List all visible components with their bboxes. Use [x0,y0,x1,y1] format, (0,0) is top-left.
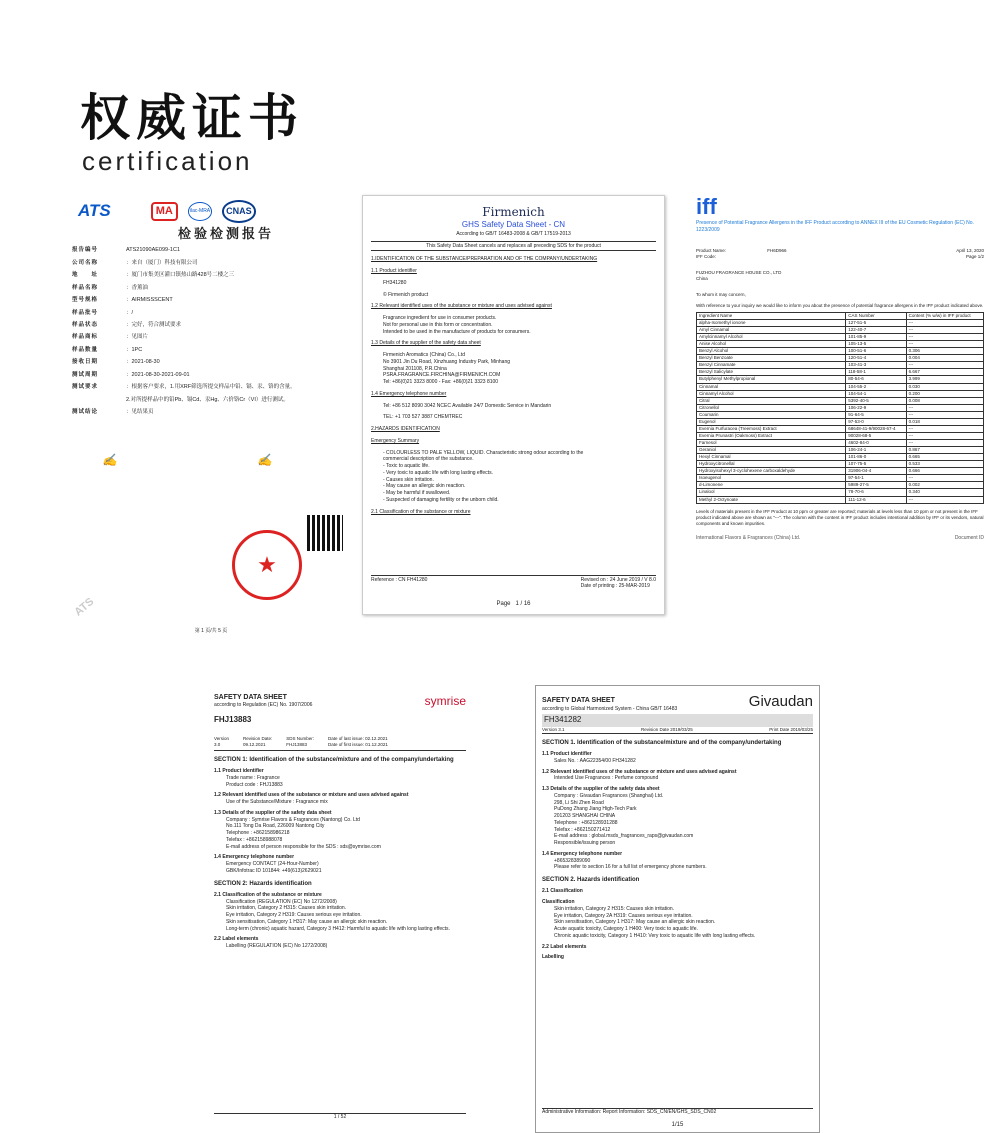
text-line: Telephone : +862158986218 [226,830,290,837]
table-row [697,475,984,482]
cas-cell: 97-54-1 [846,475,906,482]
field-value: ：香薰油 [126,284,149,291]
cas-cell: 104-54-1 [846,390,906,397]
text-line: FH341280 [383,279,407,286]
table-row [697,397,984,404]
content-cell: --- [906,496,983,503]
field-label: 测试周期 [72,371,99,378]
subsection-heading: 2.2 Label elements [214,936,259,943]
field-value: ：根据客户要求，1.用XRF筛选所提交样品中铅、镉、汞、铬的含量。 [126,384,296,391]
section-heading: SECTION 1. Identification of the substance/mixture and of the company/undertaking [542,740,782,747]
subsection-heading: Classification [542,899,575,906]
text-line: - Toxic to aquatic life. [383,463,430,470]
field-value: ：1PC [126,346,143,353]
cas-cell: 91-64-5 [846,411,906,418]
table-row [697,376,984,383]
content-cell: --- [906,334,983,341]
report-field [72,247,350,254]
field-label: 样品批号 [72,309,99,316]
table-row [697,390,984,397]
ingredient-cell: Butylphenyl Methylpropional [697,376,846,383]
ingredient-cell: Benzyl Salicylate [697,369,846,376]
field-label: 地 址 [72,272,99,279]
page-subtitle: certification [82,146,253,176]
text-line: Chronic aquatic toxicity, Category 1 H410: Very toxic to aquatic life with long lasting effects. [554,932,756,939]
section-heading: SECTION 2: Hazards identification [214,880,312,887]
company-name: FUZHOU FRAGRANCE HOUSE CO., LTD [696,269,782,275]
sds-standard: According to GB/T 16483-2008 & GB/T 17519-2013 [456,230,571,237]
field-label: 型号规格 [72,297,99,304]
content-cell: 0.867 [906,447,983,454]
table-row [697,482,984,489]
field-label: 样品名称 [72,284,99,291]
firmenich-logo: Firmenich [482,205,545,219]
text-line: PuDong Zhang Jiang High-Tech Park [554,806,637,813]
iff-address: International Flavors & Fragrances (China) Ltd. [696,534,801,541]
symrise-sds [200,685,480,1125]
subsection-heading: 1.3 Details of the supplier of the safety data sheet [542,786,660,793]
sds-regulation: according to Regulation (EC) No. 1907/2006 [214,702,313,709]
col-cas: CAS Number [846,312,906,319]
text-line: Fragrance ingredient for use in consumer products. [383,315,497,322]
cas-cell: 80-54-6 [846,376,906,383]
table-row [697,468,984,475]
cas-cell: 97-53-0 [846,418,906,425]
ingredient-cell: Farnesol [697,440,846,447]
givaudan-sds [535,685,820,1133]
page-title: 权威证书 [80,88,304,147]
text-line: Firmenich Aromatics (China) Co., Ltd [383,352,465,359]
firmenich-sds [362,195,665,615]
sds-title: SAFETY DATA SHEET [542,697,615,705]
content-cell: --- [906,411,983,418]
ingredient-cell: Citral [697,397,846,404]
text-line: Company : Givaudan Fragrances (Shanghai) Ltd. [554,792,664,799]
cas-cell: 122-40-7 [846,327,906,334]
table-row [697,461,984,468]
col-content: Content (% w/w) in IFF product [906,312,983,319]
content-cell: --- [906,475,983,482]
text-line: Shanghai 201108, P.R.China [383,365,447,372]
text-line: Please refer to section 16 for a full list of emergency phone numbers. [554,864,707,871]
text-line: PSRA.FRAGRANCE.FIRCHINA@FIRMENICH.COM [383,372,501,379]
product-code: FH341282 [544,715,582,725]
field-label: 测试结论 [72,408,99,415]
ingredient-cell: Benzyl Cinnamate [697,362,846,369]
field-value: ：2021-08-30-2021-09-01 [126,371,190,378]
cas-cell: 111-12-6 [846,496,906,503]
report-field [72,310,350,317]
sds-number: FHJ13883 [286,742,308,748]
text-line: © Firmenich product [383,291,429,298]
content-cell: --- [906,327,983,334]
field-value: 2.对所提样品中的铅Pb、镉Cd、汞Hg、六价铬Cr（VI）进行测试。 [126,396,289,403]
text-line: Telephone : +862128931288 [554,819,618,826]
content-cell: 3.999 [906,376,983,383]
table-row [697,341,984,348]
subsection-heading: Emergency Summary [371,437,420,444]
report-field [72,285,350,292]
report-field [72,372,350,379]
content-cell: 0.340 [906,489,983,496]
table-row [697,319,984,326]
content-cell: --- [906,440,983,447]
product-name: FH6D966 [767,247,787,253]
intro: With reference to your inquiry we would like to inform you about the presence of potential fragrance allergens in the IFF product indicated above. [696,302,984,308]
table-row [697,432,984,439]
version: 3.0 [214,742,221,748]
text-line: Product code : FHJ13883 [226,781,283,788]
field-value: ：AIRMISSSCENT [126,297,173,304]
ingredient-cell: Eugenol [697,418,846,425]
subsection-heading: 1.4 Emergency telephone number [371,390,447,397]
cas-cell: 101-85-9 [846,334,906,341]
content-cell: 0.200 [906,390,983,397]
field-label: 接收日期 [72,359,99,366]
text-line: - May be harmful if swallowed. [383,490,451,497]
page-number: 1/15 [671,1121,684,1128]
text-line: Company : Symrise Flavors & Fragrances (Nantong) Co. Ltd [226,816,360,823]
ingredient-cell: Methyl 2-Octynoate [697,496,846,503]
content-cell: 0.666 [906,468,983,475]
cas-cell: 31906-04-4 [846,468,906,475]
field-label: 样品状态 [72,322,99,329]
allergen-table [696,312,984,504]
ingredient-cell: Geraniol [697,447,846,454]
content-cell: 0.008 [906,397,983,404]
document-id: Document ID [954,534,984,541]
greeting: To whom it may concern, [696,291,746,297]
table-row [697,404,984,411]
text-line: E-mail address : global.msds_fragrances_raps@givaudan.com [554,833,694,840]
text-line: Telefax : +862158988078 [226,836,283,843]
ingredient-cell: Evernia Furfuracea (Treemoss) Extract [697,425,846,432]
revision-date: Revision Date 2019/03/25 [640,727,693,733]
text-line: Not for personal use in this form or concentration. [383,321,493,328]
report-title: 检验检测报告 [177,225,274,241]
text-line: E-mail address of person responsible for the SDS : sds@symrise.com [226,843,381,850]
subsection-heading: 2.1 Classification [542,888,583,895]
ingredient-cell: Isoeugenol [697,475,846,482]
field-value: ：完好，符合测试要求 [126,322,182,329]
ingredient-cell: Evernia Prunastri (Oakmoss) Extract [697,432,846,439]
version-label: Version [214,735,230,741]
text-line: Eye irritation, Category 2A H319: Causes serious eye irritation. [554,912,693,919]
text-line: - Causes skin irritation. [383,476,434,483]
ingredient-cell: d-Limonene [697,482,846,489]
subsection-heading: 1.3 Details of the supplier of the safety data sheet [214,809,332,816]
text-line: 201203 SHANGHAI CHINA [554,813,616,820]
country: China [696,275,708,281]
signature-2: ✍ [256,453,272,468]
ats-watermark: ATS [72,595,97,619]
official-seal: ★ [232,530,302,600]
symrise-logo: symrise [424,694,466,708]
cas-cell: 106-24-1 [846,447,906,454]
text-line: Skin sensitisation, Category 1 H317: May cause an allergic skin reaction. [554,919,716,926]
sds-title: SAFETY DATA SHEET [214,694,287,701]
table-row [697,369,984,376]
report-field [72,322,350,329]
table-row [697,334,984,341]
text-line: No.111 Tong Da Road, 226009 Nantong City [226,823,325,830]
text-line: GBK/Infotrac ID 101844: +49(613)2629021 [226,867,322,874]
report-field [72,384,350,391]
report-field [72,397,350,404]
content-cell: --- [906,341,983,348]
text-line: Tel: +86 512 8090 3042 NCEC Available 24/7 Domestic Service in Mandarin [383,402,552,409]
subsection-heading: 1.1 Product identifier [214,768,264,775]
table-row [697,454,984,461]
cas-cell: 105-13-5 [846,341,906,348]
page-number: Page 1/2 [965,253,984,259]
cnas-logo: CNAS [222,200,256,222]
field-label: 样品商标 [72,334,99,341]
text-line: Skin irritation, Category 2 H315: Causes skin irritation. [226,905,347,912]
cas-cell: 118-58-1 [846,369,906,376]
product-code: FHJ13883 [214,715,252,725]
text-line: Responsible/issuing person [554,840,616,847]
sds-regulation: according to Global Harmonized System - China GB/T 16483 [542,705,678,712]
cas-cell: 90028-68-5 [846,432,906,439]
table-row [697,411,984,418]
cas-cell: 5989-27-5 [846,482,906,489]
field-label: 公司名称 [72,259,99,266]
field-value: ：见图片 [126,334,149,341]
content-cell: 0.665 [906,454,983,461]
qr-code [307,515,343,551]
field-value: ：来自（厦门）科技有限公司 [126,259,198,266]
content-cell: 0.002 [906,482,983,489]
text-line: Skin irritation, Category 2 H315: Causes skin irritation. [554,905,675,912]
subsection-heading: 1.1 Product identifier [371,268,417,275]
cas-cell: 106-22-9 [846,404,906,411]
table-row [697,418,984,425]
table-row [697,327,984,334]
admin-footer: Administrative Information: Report Information: SDS_CN/EN/GHS_SDS_CN02 [542,1108,813,1116]
last-issue: Date of last issue: 02.12.2021 [328,735,388,741]
table-note: Levels of materials present in the IFF Product at 10 ppm or greater are reported; materials at levels less than 10 ppm or not present in the IFF product indicated above are shown as "---". The column with the content in IFF product includes intentional addition by IFF or its vendors, natural components and known impurities. [696,508,984,526]
subsection-heading: 1.2 Relevant identified uses of the substance or mixture and uses advised against [214,792,409,799]
field-label: 报告编号 [72,247,99,254]
text-line: TEL: +1 703 527 3887 CHEMTREC [383,414,463,421]
text-line: Telefax : +862150271412 [554,826,611,833]
ingredient-cell: Citronellol [697,404,846,411]
ingredient-cell: Benzyl Benzoate [697,355,846,362]
content-cell: 6.667 [906,369,983,376]
text-line: Emergency CONTACT (24-Hour-Number) [226,861,319,868]
field-value: ：/ [126,309,134,316]
cas-cell: 103-41-3 [846,362,906,369]
content-cell: 0.030 [906,383,983,390]
section-heading: SECTION 2. Hazards identification [542,877,640,884]
field-value: ：厦门市集美区灌口镇热山路428号二楼之三 [126,272,235,279]
report-field [72,334,350,341]
cas-cell: 107-75-5 [846,461,906,468]
signature-1: ✍ [102,453,117,468]
page-number: Page 1 / 16 [496,600,531,607]
report-field [72,359,350,366]
table-row [697,447,984,454]
text-line: 298, Li Shi Zhen Road [554,799,604,806]
subsection-heading: 2.1 Classification of the substance or mixture [214,891,322,898]
version: Version 3.1 [542,727,565,733]
text-line: Eye irritation, Category 2 H319: Causes serious eye irritation. [226,912,362,919]
content-cell: --- [906,425,983,432]
text-line: Use of the Substance/Mixture : Fragrance mix [226,799,328,806]
table-row [697,362,984,369]
ilac-logo: ilac-MRA [188,202,212,221]
cas-cell: 68648-41-9/90028-67-4 [846,425,906,432]
sds-title: GHS Safety Data Sheet - CN [461,220,566,230]
text-line: Sales No. : AAG22354/00 FH341282 [554,757,636,764]
givaudan-logo: Givaudan [748,693,813,710]
print-date: Print Date 2019/03/25 [769,727,813,733]
cas-cell: 101-86-0 [846,454,906,461]
subsection-heading: 2.2 Label elements [542,943,587,950]
report-field [72,272,350,279]
text-line: No 3901 Jin Du Road, Xinzhuang Industry Park, Minhang [383,358,511,365]
page-number: 1 / 52 [214,1113,466,1121]
field-value: ATS21090AE099-1C1 [126,247,181,254]
ingredient-cell: Hydroxyisohexyl 3-cyclohexene carboxaldehyde [697,468,846,475]
ingredient-cell: Coumarin [697,411,846,418]
table-row [697,496,984,503]
subsection-heading: 1.IDENTIFICATION OF THE SUBSTANCE/PREPARATION AND OF THE COMPANY/UNDERTAKING [371,256,598,263]
text-line: Intended to be used in the manufacture of products for consumers. [383,328,531,335]
iff-logo: iff [696,194,717,219]
iff-heading: Presence of Potential Fragrance Allergens in the IFF Product according to ANNEX III of the EU Cosmetic Regulation (EC) No. 1223/2009 [696,220,974,233]
text-line: commercial description of the substance. [383,456,474,463]
ingredient-cell: Cinnamal [697,383,846,390]
iff-code-label: IFF Code: [696,253,717,259]
ingredient-cell: Hydroxycitronellal [697,461,846,468]
subsection-heading: 1.1 Product identifier [542,751,592,758]
table-row [697,383,984,390]
revision-label: Revision Date: [243,735,273,741]
cma-logo: MA [151,202,178,221]
subsection-heading: 2.1 Classification of the substance or mixture [371,508,471,515]
report-field [72,260,350,267]
report-field [72,409,350,416]
cas-cell: 5392-40-5 [846,397,906,404]
content-cell: 0.004 [906,355,983,362]
revised-date: Revised on : 24 June 2019 / V 8.0 [580,576,656,583]
content-cell: 0.018 [906,418,983,425]
ingredient-cell: Anise Alcohol [697,341,846,348]
ingredient-cell: alpha-Isomethyl ionone [697,319,846,326]
ats-page-footer: 第 1 页/共 5 页 [194,628,228,635]
table-row [697,355,984,362]
text-line: - Suspected of damaging fertility or the unborn child. [383,496,499,503]
text-line: Acute aquatic toxicity, Category 1 H400: Very toxic to aquatic life. [554,926,698,933]
field-label: 测试要求 [72,384,99,391]
text-line: Trade name : Fragrance [226,774,280,781]
content-cell: --- [906,432,983,439]
text-line: +865328389090 [554,857,591,864]
text-line: Labelling (REGULATION (EC) No 1272/2008) [226,943,328,950]
content-cell: 0.533 [906,461,983,468]
text-line: Intended Use Fragrances : Perfume compound [554,775,659,782]
ats-test-report [62,190,360,645]
content-cell: --- [906,362,983,369]
subsection-heading: 1.4 Emergency telephone number [214,854,295,861]
text-line: Tel: +86(0)21 3323 8000 - Fax: +86(0)21 3323 8100 [383,379,499,386]
content-cell: --- [906,319,983,326]
reference: Reference : CN FH41280 [371,576,428,583]
cas-cell: 127-51-5 [846,319,906,326]
iff-allergen-statement [680,190,1000,605]
ingredient-cell: Amylcinnamyl Alcohol [697,334,846,341]
sds-note: This Safety Data Sheet cancels and replaces all preceding SDS for the product [371,241,656,252]
cas-cell: 104-55-2 [846,383,906,390]
table-row [697,348,984,355]
cas-cell: 100-51-6 [846,348,906,355]
subsection-heading: 1.4 Emergency telephone number [542,850,623,857]
field-label [72,397,108,404]
table-row [697,425,984,432]
first-issue: Date of first issue: 01.12.2021 [328,742,388,748]
cas-cell: 4602-84-0 [846,440,906,447]
report-field [72,297,350,304]
report-field [72,347,350,354]
table-row [697,489,984,496]
content-cell: --- [906,404,983,411]
subsection-heading: 1.3 Details of the supplier of the safety data sheet [371,340,481,347]
ingredient-cell: Benzyl Alcohol [697,348,846,355]
text-line: - COLOURLESS TO PALE YELLOW, LIQUID. Characteristic strong odour according to the [383,449,584,456]
field-label: 样品数量 [72,346,99,353]
printing-date: Date of printing : 25-MAR-2019 [580,583,650,590]
document-date: April 13, 2020 [956,247,984,253]
text-line: Skin sensitisation, Category 1 H317: May cause an allergic skin reaction. [226,918,388,925]
ingredient-cell: Linalool [697,489,846,496]
ingredient-cell: Cinnamyl Alcohol [697,390,846,397]
text-line: - Very toxic to aquatic life with long lasting effects. [383,469,493,476]
cas-cell: 78-70-6 [846,489,906,496]
ats-logo: ATS [78,201,111,220]
ingredient-cell: Hexyl Cinnamal [697,454,846,461]
product-name-label: Product Name: [696,247,727,253]
text-line: Long-term (chronic) aquatic hazard, Category 3 H412: Harmful to aquatic life with long lasting effects. [226,925,450,932]
col-ingredient: Ingredient Name [697,312,846,319]
text-line: - May cause an allergic skin reaction. [383,483,466,490]
cas-cell: 120-51-4 [846,355,906,362]
revision-date: 09.12.2021 [243,742,266,748]
ingredient-cell: Amyl Cinnamal [697,327,846,334]
table-row [697,440,984,447]
subsection-heading: 1.2 Relevant identified uses of the substance or mixture and uses advised against [371,303,552,310]
subsection-heading: Labelling [542,954,564,961]
subsection-heading: 2.HAZARDS IDENTIFICATION [371,426,440,433]
section-heading: SECTION 1: Identification of the substance/mixture and of the company/undertaking [214,757,454,764]
sds-number-label: SDS Number: [286,735,315,741]
field-value: ：见结果页 [126,408,154,415]
text-line: Classification (REGULATION (EC) No 1272/2008) [226,898,337,905]
subsection-heading: 1.2 Relevant identified uses of the substance or mixture and uses advised against [542,768,737,775]
content-cell: 0.306 [906,348,983,355]
field-value: ：2021-08-30 [126,359,160,366]
